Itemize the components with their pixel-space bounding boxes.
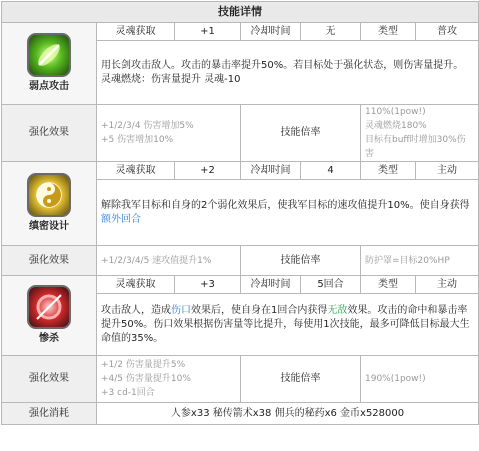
skill-3-name: 惨杀	[39, 333, 59, 344]
skill-1-soul: +1	[175, 23, 241, 41]
skill-3-cell	[2, 276, 97, 356]
skill-3-cooldown: 5回合	[301, 276, 361, 294]
skill-3-desc-text: 攻击敌人，造成	[101, 304, 171, 316]
multiplier-line: 190%(1pow!)	[365, 374, 426, 384]
enhance-effect-label: 强化效果	[2, 356, 97, 403]
skill-3-multiplier	[361, 356, 479, 403]
type-label: 类型	[361, 162, 416, 180]
skill-3-effects	[97, 356, 241, 403]
effect-line: +5 伤害增加10%	[101, 135, 174, 145]
type-label: 类型	[361, 276, 416, 294]
extra-turn-link[interactable]: 额外回合	[101, 213, 141, 225]
effect-line: +1/2/3/4/5 速攻值提升1%	[101, 255, 212, 266]
effect-line: +1/2 伤害量提升5%	[101, 360, 186, 370]
skill-3-type: 主动	[416, 276, 479, 294]
skill-3-description	[97, 294, 479, 356]
skill-2-soul: +2	[175, 162, 241, 180]
skill-2-cooldown: 4	[301, 162, 361, 180]
skill-2-cell	[2, 162, 97, 246]
enhance-cost-label: 强化消耗	[2, 403, 97, 425]
skill-1-cooldown: 无	[301, 23, 361, 41]
cooldown-label: 冷却时间	[241, 276, 301, 294]
skill-detail-table	[1, 1, 479, 425]
skill-2-name: 缜密设计	[29, 221, 69, 232]
skill-1-desc-text: 用长剑攻击敌人。攻击的暴击率提升50%。若目标处于强化状态，则伤害量提升。	[101, 59, 464, 71]
multiplier-line: 灵魂燃烧180%	[365, 121, 427, 131]
skill-multiplier-label: 技能倍率	[241, 105, 361, 162]
cooldown-label: 冷却时间	[241, 23, 301, 41]
multiplier-line: 110%(1pow!)	[365, 107, 426, 117]
multiplier-line: 防护罩=目标20%HP	[365, 255, 450, 266]
skill-1-effects	[97, 105, 241, 162]
skill-multiplier-label: 技能倍率	[241, 246, 361, 276]
skill-1-multiplier	[361, 105, 479, 162]
sword-slash-icon	[27, 33, 71, 77]
effect-line: +4/5 伤害量提升10%	[101, 374, 191, 384]
skill-1-burn-text: 灵魂燃烧：伤害量提升 灵魂-10	[101, 73, 241, 85]
invincible-link[interactable]: 无敌	[327, 304, 348, 316]
soul-gain-label: 灵魂获取	[97, 276, 175, 294]
skill-2-effects	[97, 246, 241, 276]
soul-gain-label: 灵魂获取	[97, 23, 175, 41]
skill-2-type: 主动	[416, 162, 479, 180]
enhance-cost-value: 人参x33 秘传箭术x38 佣兵的秘药x6 金币x528000	[97, 403, 479, 425]
effect-line: +3 cd-1回合	[101, 388, 155, 398]
cooldown-label: 冷却时间	[241, 162, 301, 180]
skill-1-name: 弱点攻击	[29, 81, 69, 92]
skill-1-cell	[2, 23, 97, 105]
type-label: 类型	[361, 23, 416, 41]
skill-multiplier-label: 技能倍率	[241, 356, 361, 403]
yin-yang-icon	[27, 173, 71, 217]
skill-3-desc-text: 效果。攻击的命中和暴击率提升50%。伤口效果根据伤害量等比提升，每使用1次技能，最多可降低目标最大生命值的35%。	[101, 304, 470, 344]
skill-3-desc-text: 效果后，使自身在1回合内获得	[191, 304, 328, 316]
multiplier-line: 目标有buff时增加30%伤害	[365, 135, 466, 159]
skill-1-description	[97, 41, 479, 105]
skill-3-soul: +3	[175, 276, 241, 294]
enhance-effect-label: 强化效果	[2, 105, 97, 162]
skill-2-description	[97, 180, 479, 246]
enhance-effect-label: 强化效果	[2, 246, 97, 276]
soul-gain-label: 灵魂获取	[97, 162, 175, 180]
skill-2-multiplier	[361, 246, 479, 276]
red-slash-icon	[27, 285, 71, 329]
skill-2-desc-text: 解除我军目标和自身的2个弱化效果后，使我军目标的速攻值提升10%。使自身获得	[101, 199, 470, 211]
effect-line: +1/2/3/4 伤害增加5%	[101, 121, 194, 131]
table-title: 技能详情	[2, 2, 479, 23]
skill-1-type: 普攻	[416, 23, 479, 41]
wound-link[interactable]: 伤口	[171, 304, 191, 316]
